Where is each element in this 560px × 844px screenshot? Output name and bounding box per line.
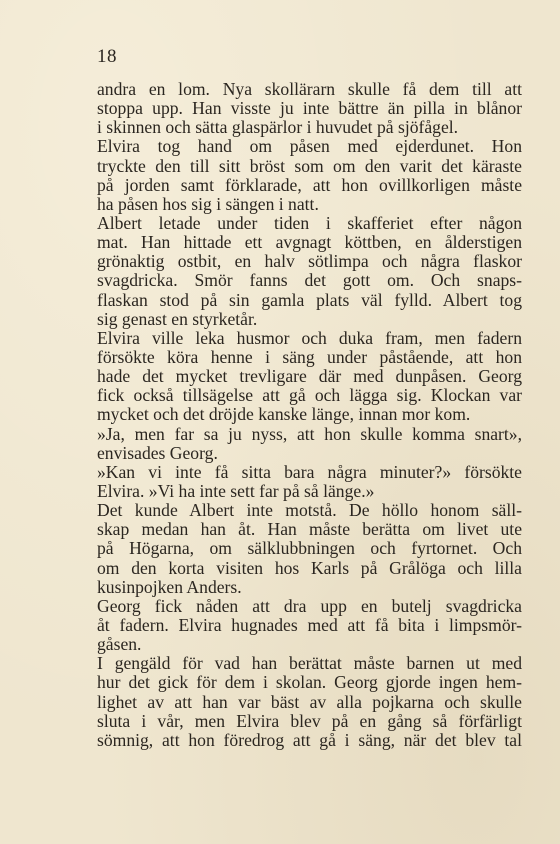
text-line: i skinnen och sätta glaspärlor i huvudet på sjöfågel. [97, 117, 459, 138]
text-line: Albert letade under tiden i skafferiet efter någon [97, 212, 522, 233]
text-line: Elvira tog hand om påsen med ejderdunet. Hon [97, 136, 522, 157]
text-line: skap medan han åt. Han måste berätta om livet ute [97, 519, 522, 540]
text-line: flaskan stod på sin gamla plats väl fylld. Albert tog [97, 289, 522, 310]
text-line: sömnig, att hon föredrog att gå i säng, när det blev tal [97, 729, 522, 750]
text-line: I gengäld för vad han berättat måste barnen ut med [97, 653, 522, 674]
text-line: om den korta visiten hos Karls på Grålöga och lilla [97, 557, 522, 578]
text-line: andra en lom. Nya skollärarn skulle få dem till att [97, 79, 522, 99]
text-line: fick också tillsägelse att gå och lägga sig. Klockan var [97, 385, 522, 406]
text-line: Det kunde Albert inte motstå. De höllo honom säll- [97, 500, 522, 521]
text-line: tryckte den till sitt bröst som om den varit det käraste [97, 155, 522, 176]
text-line: mat. Han hittade ett avgnagt köttben, en ålderstigen [97, 232, 522, 253]
text-line: på jorden samt förklarade, att hon ovillkorligen måste [97, 174, 522, 195]
text-line: hur det gick för dem i skolan. Georg gjorde ingen hem- [97, 672, 522, 693]
text-line: svagdricka. Smör fanns det gott om. Och snaps- [97, 270, 522, 291]
text-line: Georg fick nåden att dra upp en butelj svagdricka [97, 595, 522, 616]
text-line: gåsen. [97, 634, 142, 655]
body-text [97, 80, 522, 750]
text-line: envisades Georg. [97, 442, 218, 463]
text-line: ha påsen hos sig i sängen i natt. [97, 193, 319, 214]
text-line: stoppa upp. Han visste ju inte bättre än pilla in blånor [97, 98, 522, 119]
text-line: grönaktig ostbit, en halv sötlimpa och några flaskor [97, 251, 522, 272]
text-line: åt fadern. Elvira hugnades med att få bita i limpsmör- [97, 614, 522, 635]
text-line: Elvira. »Vi ha inte sett far på så länge.» [97, 480, 375, 501]
text-line: »Kan vi inte få sitta bara några minuter?» försökte [97, 461, 522, 482]
text-line: sluta i vår, men Elvira blev på en gång så förfärligt [97, 710, 522, 731]
text-line: Elvira ville leka husmor och duka fram, men fadern [97, 327, 522, 348]
text-line: försökte köra henne i säng under påstående, att hon [97, 346, 522, 367]
text-line: på Högarna, om sälklubbningen och fyrtornet. Och [97, 538, 522, 559]
page-number: 18 [97, 46, 117, 67]
text-line: sig genast en styrketår. [97, 308, 258, 329]
text-line: mycket och det dröjde kanske länge, innan mor kom. [97, 404, 471, 425]
text-line: lighet av att han var bäst av alla pojkarna och skulle [97, 691, 522, 712]
text-line: hade det mycket trevligare där med dunpåsen. Georg [97, 366, 522, 387]
text-line: »Ja, men far sa ju nyss, att hon skulle komma snart», [97, 423, 522, 444]
text-line: kusinpojken Anders. [97, 576, 242, 597]
